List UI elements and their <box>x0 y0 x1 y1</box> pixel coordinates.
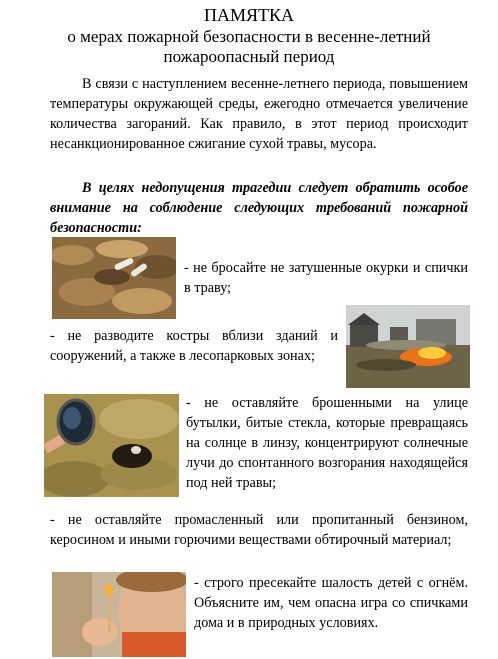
child-with-match-photo <box>52 572 186 657</box>
subtitle-line-1: о мерах пожарной безопасности в весенне-летний <box>67 27 431 46</box>
subtitle-line-2: пожароопасный период <box>163 47 335 66</box>
magnifying-glass-photo <box>44 394 179 497</box>
item-5-text: - строго пресекайте шалость детей с огнём. Объясните им, чем опасна игра со спичками дома и в природных условиях. <box>194 575 468 631</box>
cigarette-butts-photo <box>52 237 176 319</box>
bonfire-photo <box>346 305 470 388</box>
item-3-text: - не оставляйте брошенными на улице бутылки, битые стекла, которые превращаясь на солнце в линзу, концентрируют солнечные лучи до спонтанного возгорания находящейся под ней травы; <box>186 395 468 491</box>
item-2-text: - не разводите костры вблизи зданий и сооружений, а также в лесопарковых зонах; <box>50 328 338 364</box>
item-4-text: - не оставляйте промасленный или пропитанный бензином, керосином и иными горючими веществами обтирочный материал; <box>50 512 468 548</box>
emphasis-paragraph: В целях недопущения трагедии следует обратить особое внимание на соблюдение следующих требований пожарной безопасности: <box>50 180 468 236</box>
item-1-text: - не бросайте не затушенные окурки и спички в траву; <box>184 260 468 296</box>
intro-paragraph: В связи с наступлением весенне-летнего периода, повышением температуры окружающей среды, ежегодно отмечается увеличение количества загораний. Как правило, в этот период происходит несанкционированное сжигание сухой травы, мусора. <box>50 76 468 152</box>
title: ПАМЯТКА <box>203 5 294 25</box>
